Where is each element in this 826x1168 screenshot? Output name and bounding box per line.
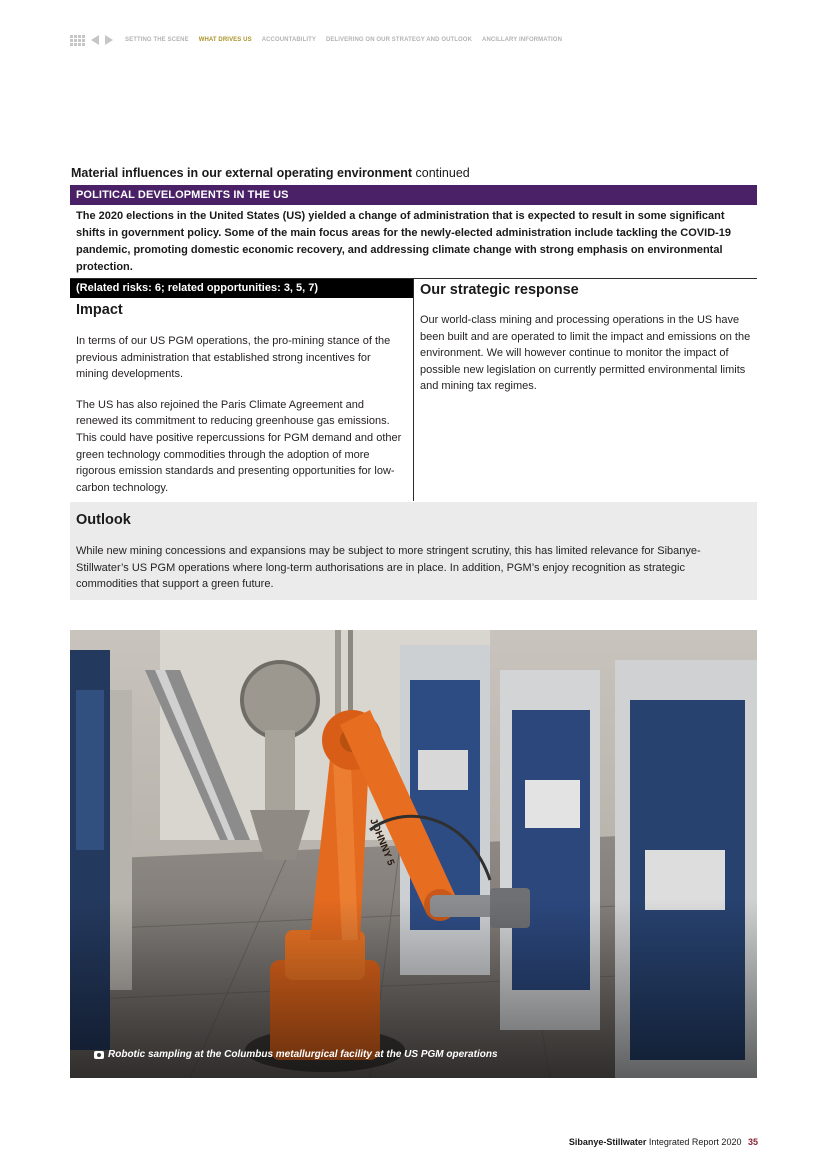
page-number: 35 [747, 1137, 758, 1147]
previous-page-icon[interactable] [91, 35, 99, 45]
topic-banner [70, 185, 757, 205]
outlook-body: While new mining concessions and expansions may be subject to more stringent scrutiny, this has limited relevance for Sibanye-Stillwater’s US PGM operations where long-term authorisations are in place. In addition, PGM’s enjoy recognition as strategic commodities that support a green future. [76, 545, 701, 591]
related-risks-bar [70, 279, 413, 298]
strategic-response-heading: Our strategic response [420, 282, 579, 298]
impact-heading: Impact [76, 302, 123, 318]
section-title-suffix: continued [415, 166, 470, 180]
strategic-response-body: Our world-class mining and processing operations in the US have been built and are operated to limit the impact and emissions on the environment. We will however continue to monitor the impact of possible new legislation on currently permitted environmental limits and mining tax regimes. [420, 314, 751, 393]
impact-body [76, 333, 406, 510]
photo-caption [94, 1049, 498, 1060]
robot-photo-illustration [70, 630, 757, 1078]
impact-paragraph: In terms of our US PGM operations, the pro-mining stance of the previous administration that established strong incentives for mining developments. [76, 335, 391, 381]
outlook-box [70, 502, 757, 600]
camera-icon [94, 1051, 104, 1059]
section-title [71, 166, 470, 180]
related-risks-text: (Related risks: 6; related opportunities: 3, 5, 7) [76, 282, 319, 294]
nav-delivering-strategy[interactable]: DELIVERING ON OUR STRATEGY AND OUTLOOK [325, 37, 473, 43]
nav-ancillary-information[interactable]: ANCILLARY INFORMATION [482, 37, 562, 43]
section-title-text: Material influences in our external operating environment [71, 166, 413, 180]
nav-accountability[interactable]: ACCOUNTABILITY [261, 37, 316, 43]
nav-setting-the-scene[interactable]: SETTING THE SCENE [125, 37, 189, 43]
topic-banner-text: POLITICAL DEVELOPMENTS IN THE US [76, 189, 289, 201]
outlook-heading: Outlook [76, 512, 131, 528]
page-footer [569, 1137, 758, 1147]
top-navigation [70, 33, 566, 47]
impact-paragraph: The US has also rejoined the Paris Climate Agreement and renewed its commitment to reducing greenhouse gas emissions. This could have positive repercussions for PGM demand and other green technology commodities through the adoption of more rigorous emission standards and presenting opportunities for low-carbon technology. [76, 398, 402, 494]
footer-report: Integrated Report 2020 [648, 1137, 742, 1147]
robot-photo [70, 630, 757, 1078]
column-divider [413, 279, 414, 501]
nav-what-drives-us[interactable]: WHAT DRIVES US [198, 37, 252, 43]
photo-caption-text: Robotic sampling at the Columbus metallurgical facility at the US PGM operations [108, 1049, 498, 1060]
grid-menu-icon[interactable] [70, 35, 85, 46]
intro-paragraph: The 2020 elections in the United States (US) yielded a change of administration that is expected to result in some significant shifts in government policy. Some of the main focus areas for the newly-elected administration include tackling the COVID-19 pandemic, promoting domestic economic recovery, and addressing climate change with strong emphasis on environmental protection. [76, 210, 732, 273]
footer-brand: Sibanye-Stillwater [568, 1137, 647, 1147]
next-page-icon[interactable] [105, 35, 113, 45]
